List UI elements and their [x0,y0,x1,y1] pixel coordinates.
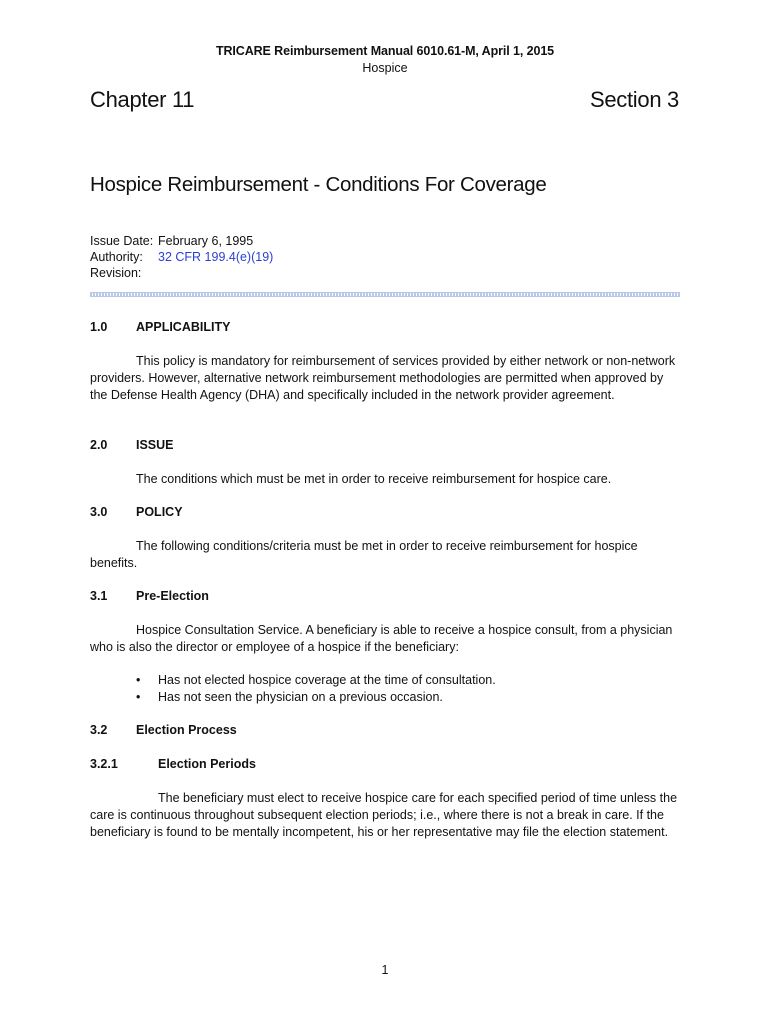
heading-text: Election Periods [158,757,256,771]
list-item: • Has not elected hospice coverage at the time of consultation. [136,672,496,689]
issue-date-row [90,234,253,248]
chapter-label: Chapter 11 [90,87,195,112]
document-title: Hospice Reimbursement - Conditions For Coverage [90,173,547,196]
heading-number: 2.0 [90,438,108,452]
manual-subtitle: Hospice [362,61,408,75]
heading-number: 3.1 [90,589,108,603]
heading-text: Election Process [136,723,237,737]
heading-pre-election [90,589,209,603]
heading-election-periods [90,757,256,771]
paragraph-election-periods: The beneficiary must elect to receive hospice care for each specified period of time unless the care is continuous throughout subsequent election periods; i.e., where there is not a break in care. If the beneficiary is found to be mentally incompetent, his or her representative may file the election statement. [90,791,678,839]
heading-text: Pre-Election [136,589,209,603]
pre-election-bullet-list [136,672,496,706]
paragraph-applicability: This policy is mandatory for reimbursement of services provided by either network or non-network providers. However, alternative network reimbursement methodologies are permitted when approved by the Defense Health Agency (DHA) and specifically included in the network provider agreement. [90,354,676,402]
heading-election-process [90,723,237,737]
authority-link[interactable]: 32 CFR 199.4(e)(19) [158,250,274,264]
issue-date-value: February 6, 1995 [158,234,254,248]
heading-applicability [90,320,230,334]
heading-number: 3.2.1 [90,757,118,771]
heading-text: ISSUE [136,438,174,452]
revision-row [90,266,158,280]
authority-label: Authority: [90,250,143,264]
list-item: • Has not seen the physician on a previous occasion. [136,689,496,706]
page-number: 1 [381,963,389,977]
section-label: Section 3 [589,87,679,112]
paragraph-issue: The conditions which must be met in order to receive reimbursement for hospice care. [136,472,612,486]
heading-number: 3.0 [90,505,108,519]
heading-number: 3.2 [90,723,108,737]
heading-policy [90,505,183,519]
heading-issue [90,438,174,452]
header-divider [90,292,680,297]
authority-row [90,250,273,264]
paragraph-pre-election: Hospice Consultation Service. A beneficiary is able to receive a hospice consult, from a physician who is also the director or employee of a hospice if the beneficiary: [90,623,673,654]
manual-title: TRICARE Reimbursement Manual 6010.61-M, April 1, 2015 [215,44,555,58]
heading-text: POLICY [136,505,183,519]
heading-text: APPLICABILITY [136,320,231,334]
paragraph-policy: The following conditions/criteria must be met in order to receive reimbursement for hospice benefits. [90,539,638,570]
heading-number: 1.0 [90,320,108,334]
issue-date-label: Issue Date: [90,234,154,248]
revision-label: Revision: [90,266,142,280]
